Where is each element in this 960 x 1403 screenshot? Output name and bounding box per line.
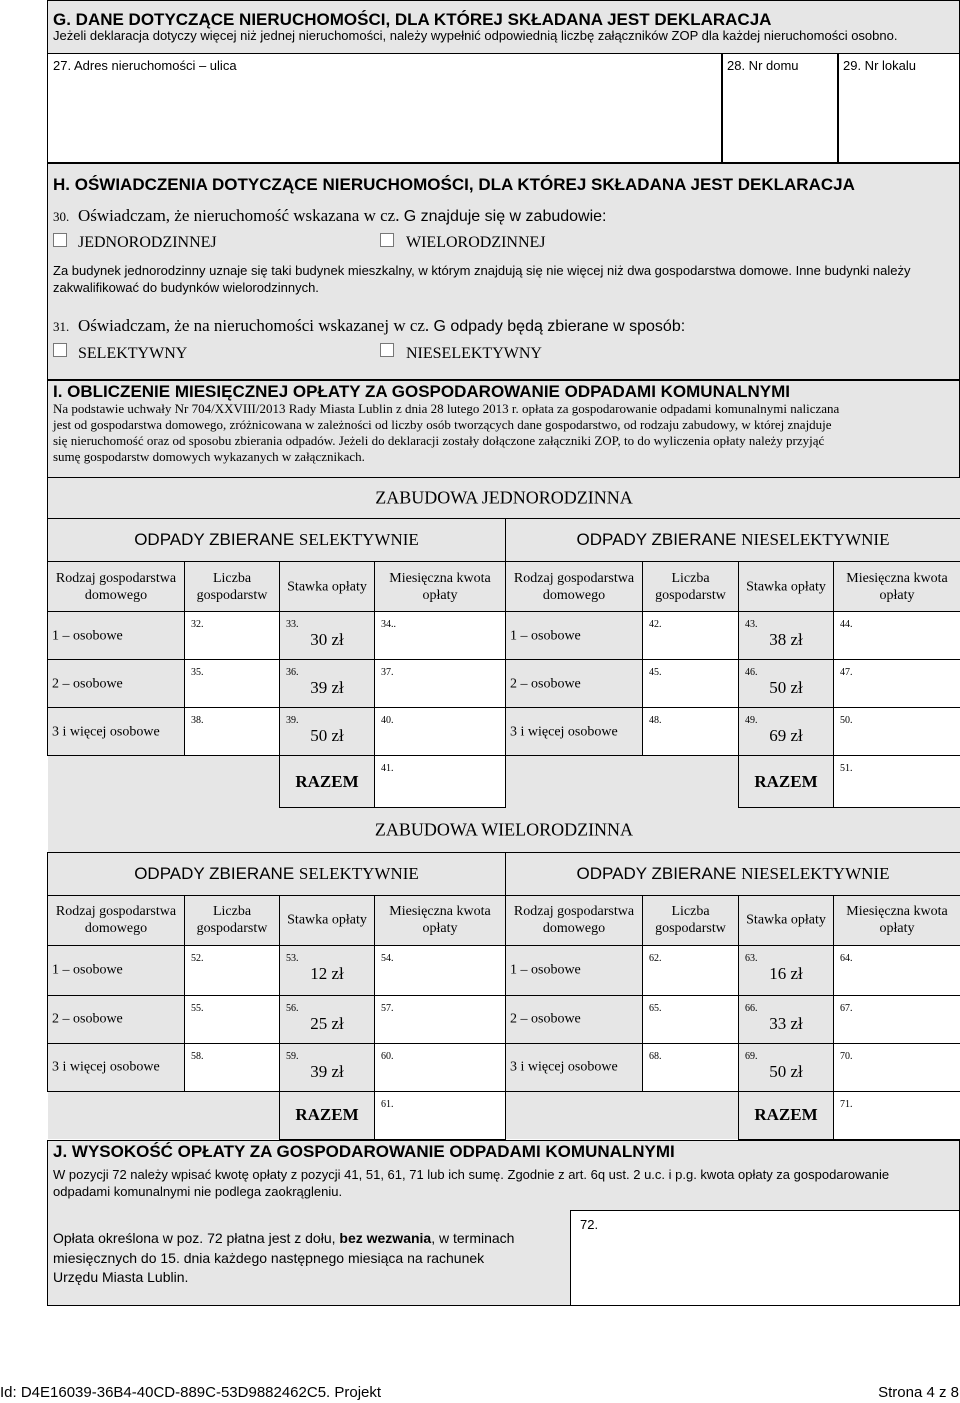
wielo-col-rodzaj-2: Rodzaj gospodarstwa domowego [513, 904, 635, 936]
section-j-line-1: W pozycji 72 należy wpisać kwotę opłaty z pozycji 41, 51, 61, 71 lub ich sumę. Zgodnie z art. 6q ust. 2 u.c. i p.g. kwota opłaty za gospodarowanie [53, 1167, 890, 1182]
field-number: 42. [649, 619, 662, 630]
checkbox-selektywny[interactable] [53, 343, 67, 357]
q30-number: 30. [53, 209, 70, 224]
jedno-sel-pre: ODPADY ZBIERANE [134, 530, 299, 549]
rate-value: 39 zł [310, 678, 344, 697]
field-number: 40. [381, 715, 394, 726]
field-65[interactable] [643, 995, 739, 1043]
page-number: Strona 4 z 8 [878, 1384, 959, 1401]
household-type: 3 i więcej osobowe [52, 724, 160, 739]
wielo-col-liczba: Liczba gospodarstw [196, 904, 268, 936]
jedno-col-stawka-2: Stawka opłaty [746, 579, 826, 594]
field-37[interactable] [375, 660, 506, 708]
jedno-niesel-bold: NIESELEKTYWNIE [741, 530, 890, 549]
field-number: 38. [191, 715, 204, 726]
field-number: 67. [840, 1002, 853, 1014]
household-type: 2 – osobowe [52, 1011, 123, 1027]
field-35[interactable] [185, 660, 280, 708]
payment-note-1b: bez wezwania [339, 1230, 432, 1246]
field-number: 55. [191, 1002, 204, 1014]
field-number: 56. [286, 1002, 299, 1014]
rate-value: 25 zł [310, 1013, 344, 1033]
section-g-title: G. DANE DOTYCZĄCE NIERUCHOMOŚCI, DLA KTÓREJ SKŁADANA JEST DEKLARACJA [53, 10, 772, 29]
table-jednorodzinna-title: ZABUDOWA JEDNORODZINNA [375, 487, 633, 508]
jedno-col-stawka: Stawka opłaty [287, 579, 367, 594]
household-type: 2 – osobowe [510, 676, 581, 691]
field-number: 37. [381, 667, 394, 678]
jedno-col-kwota: Miesięczna kwota opłaty [389, 570, 491, 603]
field-number: 49. [745, 715, 758, 726]
wielo-col-rodzaj: Rodzaj gospodarstwa domowego [55, 904, 177, 936]
q31-number: 31. [53, 319, 70, 334]
field-50[interactable] [834, 708, 960, 756]
table-row [48, 1043, 960, 1091]
rate-value: 39 zł [310, 1061, 344, 1081]
wielo-nieselektywnie-header [506, 864, 960, 884]
document-id: Id: D4E16039-36B4-40CD-889C-53D9882462C5. Projekt [0, 1384, 382, 1401]
field-number: 66. [745, 1002, 758, 1014]
checkbox-wielorodzinnej[interactable] [380, 233, 394, 247]
table-jednorodzinna [47, 477, 960, 808]
field-number: 45. [649, 667, 662, 678]
field-number: 52. [191, 952, 204, 964]
field-68[interactable] [643, 1043, 739, 1091]
field-57[interactable] [375, 995, 506, 1043]
field-72-label: 72. [580, 1217, 599, 1232]
field-48[interactable] [643, 708, 739, 756]
jedno-col-liczba-2: Liczba gospodarstw [655, 570, 726, 603]
field-number: 44. [840, 619, 853, 630]
razem-label: RAZEM [754, 771, 818, 791]
table-row-razem [48, 756, 960, 808]
household-type: 1 – osobowe [510, 628, 581, 643]
payment-note-line-2: miesięcznych do 15. dnia każdego następnego miesiąca na rachunek [53, 1250, 485, 1266]
household-type: 3 i więcej osobowe [510, 724, 618, 739]
section-i-line-4: sumę gospodarstw domowych wykazanych w załącznikach. [53, 449, 365, 464]
payment-note-line-1 [53, 1230, 514, 1246]
table-row [48, 945, 960, 995]
household-type: 2 – osobowe [52, 676, 123, 691]
household-type: 2 – osobowe [510, 1011, 581, 1027]
section-h-title: H. OŚWIADCZENIA DOTYCZĄCE NIERUCHOMOŚCI, DLA KTÓREJ SKŁADANA JEST DEKLARACJA [53, 175, 855, 194]
field-number: 59. [286, 1050, 299, 1062]
q30-text-tail: G znajduje się w zabudowie: [403, 208, 607, 225]
jedno-niesel-pre: ODPADY ZBIERANE [576, 530, 742, 549]
field-number: 68. [649, 1050, 662, 1062]
field-number: 33. [286, 619, 299, 630]
q30-text [78, 206, 606, 226]
checkbox-jednorodzinnej[interactable] [53, 233, 67, 247]
field-32[interactable] [185, 612, 280, 660]
jedno-col-liczba: Liczba gospodarstw [196, 570, 268, 603]
jedno-sel-bold: SELEKTYWNIE [298, 530, 419, 549]
field-67[interactable] [834, 995, 960, 1043]
wielo-sel-bold: SELEKTYWNIE [298, 863, 419, 883]
wielo-col-stawka: Stawka opłaty [287, 912, 367, 928]
field-45[interactable] [643, 660, 739, 708]
wielo-col-kwota: Miesięczna kwota opłaty [389, 904, 491, 936]
field-number: 51. [840, 763, 853, 774]
rate-value: 30 zł [310, 630, 344, 649]
jedno-nieselektywnie-header [506, 530, 960, 550]
household-type: 3 i więcej osobowe [510, 1059, 618, 1075]
field-number: 65. [649, 1002, 662, 1014]
razem-label: RAZEM [295, 771, 359, 791]
field-number: 69. [745, 1050, 758, 1062]
field-29-label: 29. Nr lokalu [843, 58, 916, 73]
q31-text-main: Oświadczam, że na nieruchomości wskazanej w cz. [78, 316, 430, 335]
jedno-col-rodzaj: Rodzaj gospodarstwa domowego [55, 570, 177, 603]
rate-value: 50 zł [769, 678, 803, 697]
rate-value: 16 zł [769, 963, 803, 983]
field-64[interactable] [834, 945, 960, 995]
rate-value: 12 zł [310, 963, 344, 983]
q31-text [78, 316, 685, 336]
household-type: 1 – osobowe [52, 962, 123, 978]
section-i-title: I. OBLICZENIE MIESIĘCZNEJ OPŁATY ZA GOSPODAROWANIE ODPADAMI KOMUNALNYMI [53, 382, 791, 401]
field-number: 64. [840, 952, 853, 964]
rate-value: 38 zł [769, 630, 803, 649]
field-72-amount[interactable] [570, 1210, 960, 1306]
field-number: 71. [840, 1098, 853, 1110]
wielo-col-liczba-2: Liczba gospodarstw [655, 904, 726, 936]
field-42[interactable] [643, 612, 739, 660]
field-51[interactable] [834, 756, 960, 808]
field-34[interactable] [375, 612, 506, 660]
section-i-line-2: jest od gospodarstwa domowego, zróżnicowana w zależności od liczby osób tworzących dane gospodarstwo, od rodzaju zabudowy, w której znajduje [53, 417, 832, 432]
field-47[interactable] [834, 660, 960, 708]
field-28-label: 28. Nr domu [727, 58, 799, 73]
label-wielorodzinnej: WIELORODZINNEJ [406, 234, 546, 251]
rate-value: 33 zł [769, 1013, 803, 1033]
table-wielorodzinna-title: ZABUDOWA WIELORODZINNA [374, 819, 634, 840]
label-jednorodzinnej: JEDNORODZINNEJ [78, 234, 217, 251]
label-selektywny: SELEKTYWNY [78, 345, 188, 362]
table-row [48, 995, 960, 1043]
field-55[interactable] [185, 995, 280, 1043]
wielo-sel-pre: ODPADY ZBIERANE [134, 863, 299, 883]
payment-note-1c: , w terminach [431, 1230, 515, 1246]
field-number: 48. [649, 715, 662, 726]
section-i-line-3: się nieruchomość oraz od sposobu zbierania odpadów. Jeżeli do deklaracji zostały dołączone załączniki ZOP, to do wyliczenia opłaty należy przyjąć [53, 433, 825, 448]
section-i-line-1: Na podstawie uchwały Nr 704/XXVIII/2013 Rady Miasta Lublin z dnia 28 lutego 2013 r. opłata za gospodarowanie odpadami komunalnymi naliczana [53, 401, 840, 416]
label-nieselektywny: NIESELEKTYWNY [406, 345, 542, 362]
field-38[interactable] [185, 708, 280, 756]
checkbox-nieselektywny[interactable] [380, 343, 394, 357]
field-number: 50. [840, 715, 853, 726]
field-number: 60. [381, 1050, 394, 1062]
wielo-niesel-pre: ODPADY ZBIERANE [576, 863, 742, 883]
wielo-col-stawka-2: Stawka opłaty [746, 912, 826, 928]
field-70[interactable] [834, 1043, 960, 1091]
field-number: 61. [381, 1098, 394, 1110]
table-row [48, 708, 960, 756]
field-71[interactable] [834, 1091, 960, 1139]
field-number: 41. [381, 763, 394, 774]
rate-value: 50 zł [769, 1061, 803, 1081]
field-number: 58. [191, 1050, 204, 1062]
wielo-selektywnie-header [48, 864, 505, 884]
table-row [48, 660, 960, 708]
field-number: 62. [649, 952, 662, 964]
field-number: 35. [191, 667, 204, 678]
razem-label: RAZEM [754, 1105, 818, 1124]
field-62[interactable] [643, 945, 739, 995]
field-number: 70. [840, 1050, 853, 1062]
section-j-title: J. WYSOKOŚĆ OPŁATY ZA GOSPODAROWANIE ODPADAMI KOMUNALNYMI [53, 1142, 675, 1161]
jedno-col-rodzaj-2: Rodzaj gospodarstwa domowego [513, 570, 635, 603]
payment-note-line-3: Urzędu Miasta Lublin. [53, 1269, 189, 1285]
field-number: 53. [286, 952, 299, 964]
razem-label: RAZEM [295, 1105, 359, 1124]
building-definition-line-2: zakwalifikować do budynków wielorodzinnych. [53, 280, 319, 295]
building-definition-line-1: Za budynek jednorodzinny uznaje się taki budynek mieszkalny, w którym znajdują się nie więcej niż dwa gospodarstwa domowe. Inne budynki należy [53, 263, 911, 278]
household-type: 1 – osobowe [510, 962, 581, 978]
field-number: 39. [286, 715, 299, 726]
section-g-note: Jeżeli deklaracja dotyczy więcej niż jednej nieruchomości, należy wypełnić odpowiednią liczbę załączników ZOP dla każdej nieruchomości osobno. [53, 28, 898, 43]
field-number: 46. [745, 667, 758, 678]
rate-value: 69 zł [769, 726, 803, 745]
field-52[interactable] [185, 945, 280, 995]
household-type: 1 – osobowe [52, 628, 123, 643]
field-number: 54. [381, 952, 394, 964]
table-row-razem [48, 1091, 960, 1139]
field-number: 43. [745, 619, 758, 630]
field-number: 63. [745, 952, 758, 964]
field-60[interactable] [375, 1043, 506, 1091]
payment-note-1a: Opłata określona w poz. 72 płatna jest z dołu, [53, 1230, 340, 1246]
field-61[interactable] [375, 1091, 506, 1139]
field-number: 47. [840, 667, 853, 678]
table-row [48, 612, 960, 660]
q31-text-tail: G odpady będą zbierane w sposób: [433, 318, 686, 335]
wielo-niesel-bold: NIESELEKTYWNIE [741, 863, 890, 883]
field-54[interactable] [375, 945, 506, 995]
section-j-line-2: odpadami komunalnymi nie podlega zaokrągleniu. [53, 1184, 343, 1199]
field-number: 36. [286, 667, 299, 678]
field-44[interactable] [834, 612, 960, 660]
household-type: 3 i więcej osobowe [52, 1059, 160, 1075]
field-number: 32. [191, 619, 204, 630]
field-number: 34.. [381, 619, 396, 630]
rate-value: 50 zł [310, 726, 344, 745]
field-41[interactable] [375, 756, 506, 808]
wielo-col-kwota-2: Miesięczna kwota opłaty [846, 904, 948, 936]
table-wielorodzinna [47, 808, 960, 1140]
field-58[interactable] [185, 1043, 280, 1091]
field-number: 57. [381, 1002, 394, 1014]
jedno-selektywnie-header [48, 530, 505, 550]
field-27-label: 27. Adres nieruchomości – ulica [53, 58, 237, 73]
q30-text-main: Oświadczam, że nieruchomość wskazana w cz. [78, 206, 400, 225]
jedno-col-kwota-2: Miesięczna kwota opłaty [846, 570, 948, 603]
field-40[interactable] [375, 708, 506, 756]
